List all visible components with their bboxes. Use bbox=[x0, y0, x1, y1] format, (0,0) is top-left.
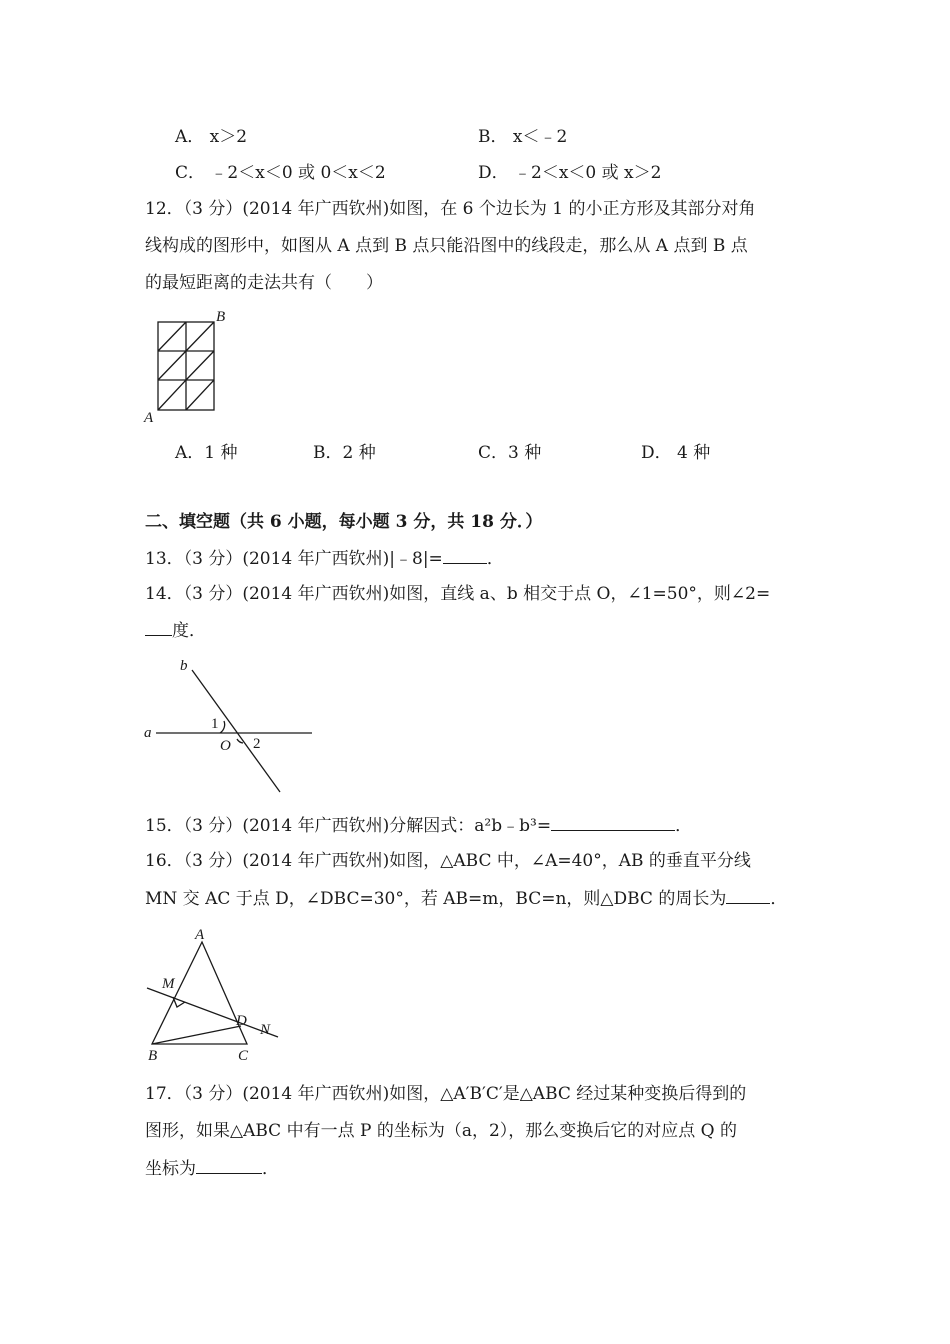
q13-question bbox=[145, 547, 504, 570]
q14-label-a: a bbox=[144, 725, 152, 741]
q13-end: ． bbox=[486, 549, 504, 569]
q11-option-a: A． x＞2 bbox=[175, 127, 248, 147]
q12-option-a: A．1 种 bbox=[175, 443, 238, 463]
q11-option-b: B． x＜﹣2 bbox=[478, 127, 568, 147]
q17-text-line3: 坐标为 bbox=[145, 1159, 196, 1179]
q11-option-d: D． ﹣2＜x＜0 或 x＞2 bbox=[478, 163, 662, 183]
q16-label-d: D bbox=[236, 1013, 247, 1029]
q17-text-line1: 17．（3 分）(2014 年广西钦州)如图，△A′B′C′是△ABC 经过某种变换后得到的 bbox=[145, 1084, 747, 1104]
q17-answer-blank bbox=[196, 1157, 262, 1174]
q16-label-n: N bbox=[260, 1022, 271, 1038]
q15-question bbox=[145, 814, 692, 837]
q13-answer-blank bbox=[443, 547, 487, 564]
q16-text-line2-wrap bbox=[145, 887, 787, 910]
q14-lines-figure bbox=[140, 655, 320, 795]
q16-label-m: M bbox=[162, 976, 175, 992]
q16-label-a: A bbox=[195, 927, 205, 943]
q15-answer-blank bbox=[551, 814, 675, 831]
q15-text: 15．（3 分）(2014 年广西钦州)分解因式：a²b﹣b³= bbox=[145, 816, 552, 836]
q17-end: ． bbox=[262, 1159, 279, 1179]
q15-end: ． bbox=[675, 816, 693, 836]
q14-label-1: 1 bbox=[211, 716, 219, 732]
section-heading: 二、填空题（共 6 小题，每小题 3 分，共 18 分．） bbox=[145, 512, 543, 532]
q13-text: 13．（3 分）(2014 年广西钦州)|﹣8|= bbox=[145, 549, 443, 569]
q12-label-a: A bbox=[144, 410, 154, 426]
q16-label-c: C bbox=[238, 1048, 249, 1064]
q14-answer-blank bbox=[145, 619, 172, 636]
q12-grid-figure bbox=[140, 305, 240, 430]
q14-label-b: b bbox=[180, 658, 188, 674]
q12-text-line3: 的最短距离的走法共有（ ） bbox=[145, 273, 383, 293]
q14-text-line2 bbox=[145, 619, 206, 642]
q16-text-line2: MN 交 AC 于点 D，∠DBC=30°，若 AB=m，BC=n，则△DBC 的周长为 bbox=[145, 889, 727, 909]
q16-answer-blank bbox=[726, 887, 770, 904]
q14-label-2: 2 bbox=[253, 736, 261, 752]
q11-option-c: C． ﹣2＜x＜0 或 0＜x＜2 bbox=[175, 163, 386, 183]
q12-option-b: B．2 种 bbox=[313, 443, 376, 463]
q16-end: ． bbox=[770, 889, 788, 909]
q16-triangle-figure bbox=[140, 925, 280, 1065]
q16-label-b: B bbox=[148, 1048, 158, 1064]
q14-line2-end: 度． bbox=[172, 621, 206, 641]
q12-label-b: B bbox=[216, 309, 226, 325]
q16-text-line1: 16．（3 分）(2014 年广西钦州)如图，△ABC 中，∠A=40°，AB 的垂直平分线 bbox=[145, 851, 751, 871]
q17-text-line2: 图形，如果△ABC 中有一点 P 的坐标为（a，2），那么变换后它的对应点 Q 的 bbox=[145, 1121, 738, 1141]
q12-text-line1: 12．（3 分）(2014 年广西钦州)如图，在 6 个边长为 1 的小正方形及其部分对角 bbox=[145, 199, 756, 219]
q17-text-line3-wrap bbox=[145, 1157, 279, 1180]
q12-text-line2: 线构成的图形中，如图从 A 点到 B 点只能沿图中的线段走，那么从 A 点到 B 点 bbox=[145, 236, 748, 256]
q12-option-c: C．3 种 bbox=[478, 443, 542, 463]
q14-label-o: O bbox=[220, 738, 231, 754]
q12-option-d: D． 4 种 bbox=[641, 443, 711, 463]
q14-text-line1: 14．（3 分）(2014 年广西钦州)如图，直线 a、b 相交于点 O，∠1=50°，则∠2= bbox=[145, 584, 771, 604]
